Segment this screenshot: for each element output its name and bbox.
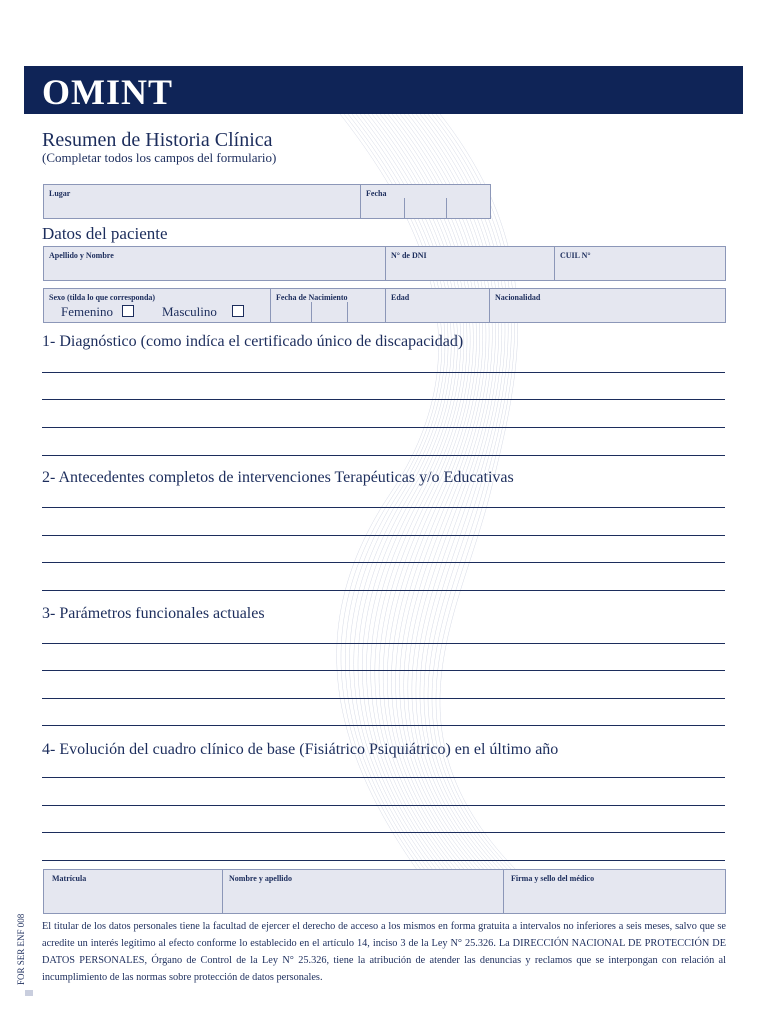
patient-section-title: Datos del paciente xyxy=(42,224,168,243)
nacionalidad-field[interactable] xyxy=(490,289,725,322)
place-date-box xyxy=(43,184,491,219)
apellido-field[interactable] xyxy=(44,247,385,280)
cuil-field[interactable] xyxy=(555,247,725,280)
dni-label: N° de DNI xyxy=(391,251,427,260)
lugar-label: Lugar xyxy=(49,189,71,198)
answer-1-line-2[interactable] xyxy=(42,399,725,400)
answer-1-line-3[interactable] xyxy=(42,427,725,428)
nombre-field[interactable] xyxy=(223,870,503,913)
femenino-label: Femenino xyxy=(61,304,113,319)
question-4-title: 4- Evolución del cuadro clínico de base (Fisiátrico Psiquiátrico) en el último año xyxy=(42,741,559,758)
patient-details-box xyxy=(43,288,726,323)
matricula-label: Matrícula xyxy=(52,874,87,883)
answer-2-line-3[interactable] xyxy=(42,562,725,563)
omint-logo: OMINT xyxy=(42,72,173,112)
decorative-wave-lines xyxy=(300,114,530,874)
nacimiento-label: Fecha de Nacimiento xyxy=(276,293,348,302)
firma-field[interactable] xyxy=(504,870,725,913)
answer-4-line-1[interactable] xyxy=(42,777,725,778)
question-3-title: 3- Parámetros funcionales actuales xyxy=(42,605,265,622)
signature-box xyxy=(43,869,726,914)
femenino-checkbox[interactable] xyxy=(122,305,134,317)
fecha-label: Fecha xyxy=(366,189,387,198)
answer-2-line-1[interactable] xyxy=(42,507,725,508)
nacimiento-field[interactable] xyxy=(271,289,385,322)
edad-label: Edad xyxy=(391,293,410,302)
dni-field[interactable] xyxy=(386,247,554,280)
answer-4-line-4[interactable] xyxy=(42,860,725,861)
form-subtitle: (Completar todos los campos del formulario) xyxy=(42,150,277,165)
question-1-title: 1- Diagnóstico (como indíca el certificado único de discapacidad) xyxy=(42,333,464,350)
fecha-field[interactable] xyxy=(361,185,490,218)
answer-3-line-1[interactable] xyxy=(42,643,725,644)
answer-3-line-2[interactable] xyxy=(42,670,725,671)
cuil-label: CUIL N° xyxy=(560,251,591,260)
form-code: FOR SER ENF 008 xyxy=(16,913,26,985)
nacionalidad-label: Nacionalidad xyxy=(495,293,541,302)
lugar-field[interactable] xyxy=(44,185,360,218)
sexo-label: Sexo (tilda lo que corresponda) xyxy=(49,293,156,302)
answer-3-line-4[interactable] xyxy=(42,725,725,726)
apellido-label: Apellido y Nombre xyxy=(49,251,114,260)
nombre-label: Nombre y apellido xyxy=(229,874,292,883)
answer-1-line-1[interactable] xyxy=(42,372,725,373)
answer-2-line-4[interactable] xyxy=(42,590,725,591)
masculino-checkbox[interactable] xyxy=(232,305,244,317)
patient-id-box xyxy=(43,246,726,281)
question-2-title: 2- Antecedentes completos de intervenciones Terapéuticas y/o Educativas xyxy=(42,469,514,486)
privacy-notice: El titular de los datos personales tiene la facultad de ejercer el derecho de acceso a los mismos en forma gratuita a intervalos no inferiores a seis meses, salvo que se acredite un interés legítimo al efecto conforme lo establecido en el artículo 14, inciso 3 de la Ley N° 25.326. La DIRECCIÓN NACIONAL DE PROTECCIÓN DE DATOS PERSONALES, Órgano de Control de la Ley N° 25.326, tiene la atribución de atender las denuncias y reclamos que se interpongan con relación al incumplimiento de las normas sobre protección de datos personales. xyxy=(42,921,726,983)
form-title: Resumen de Historia Clínica xyxy=(42,129,273,151)
answer-2-line-2[interactable] xyxy=(42,535,725,536)
matricula-field[interactable] xyxy=(44,870,222,913)
answer-3-line-3[interactable] xyxy=(42,698,725,699)
answer-4-line-3[interactable] xyxy=(42,832,725,833)
masculino-label: Masculino xyxy=(162,304,217,319)
edad-field[interactable] xyxy=(386,289,489,322)
firma-label: Firma y sello del médico xyxy=(511,874,595,883)
form-code-marker xyxy=(25,990,33,996)
answer-4-line-2[interactable] xyxy=(42,805,725,806)
answer-1-line-4[interactable] xyxy=(42,455,725,456)
